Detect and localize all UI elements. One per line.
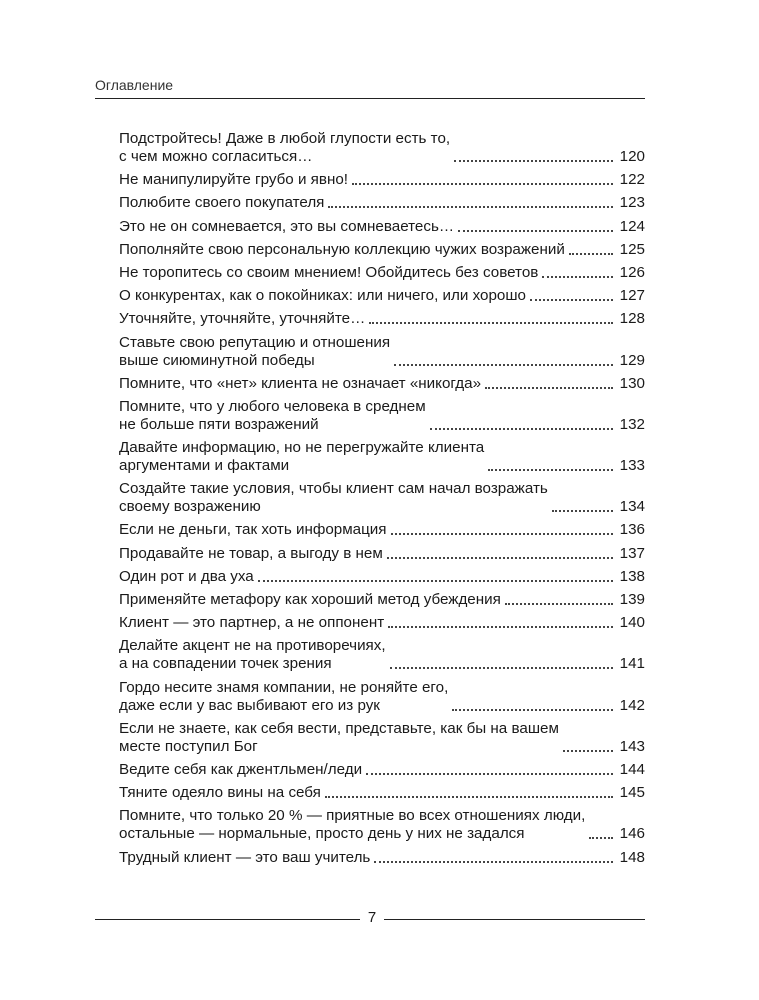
toc-entry-title-line: Это не он сомневается, это вы сомневаетесь…: [119, 217, 455, 235]
toc-entry-title: [119, 521, 387, 539]
toc-entry[interactable]: [119, 171, 645, 189]
toc-entry-title: [119, 287, 526, 305]
toc-entry-title: [119, 784, 321, 802]
toc-entry-title-line: аргументами и фактами: [119, 457, 290, 475]
toc-entry[interactable]: [119, 679, 645, 715]
toc-entry[interactable]: [119, 761, 645, 779]
section-title: Оглавление: [95, 77, 174, 93]
dot-leader: [391, 533, 613, 535]
footer-rule-right: [384, 919, 645, 920]
toc-entry-page-number: 122: [619, 171, 645, 189]
toc-entry[interactable]: [119, 439, 645, 475]
toc-entry-title-line: Не торопитесь со своим мнением! Обойдитесь без советов: [119, 263, 539, 281]
toc-entry-title-line: Создайте такие условия, чтобы клиент сам начал возражать: [119, 480, 548, 498]
dot-leader: [458, 230, 613, 232]
toc-entry-title: [119, 720, 559, 756]
toc-entry-page-number: 137: [619, 544, 645, 562]
dot-leader: [258, 580, 613, 582]
table-of-contents: [119, 130, 645, 872]
toc-entry[interactable]: [119, 637, 645, 673]
toc-entry-title: [119, 194, 324, 212]
dot-leader: [430, 428, 613, 430]
toc-entry-title: [119, 637, 386, 673]
toc-entry-title: [119, 545, 383, 563]
toc-entry-title-line: Тяните одеяло вины на себя: [119, 784, 321, 802]
toc-entry[interactable]: [119, 849, 645, 867]
toc-entry-title-line: Давайте информацию, но не перегружайте клиента: [119, 439, 485, 457]
toc-entry-title: [119, 171, 348, 189]
toc-entry-page-number: 123: [619, 194, 645, 212]
toc-entry-title-line: месте поступил Бог: [119, 737, 258, 755]
toc-entry-title: [119, 241, 565, 259]
toc-entry[interactable]: [119, 591, 645, 609]
toc-entry[interactable]: [119, 784, 645, 802]
toc-entry-title-line: Продавайте не товар, а выгоду в нем: [119, 544, 383, 562]
footer-rule-left: [95, 919, 360, 920]
toc-entry-title-line: Ставьте свою репутацию и отношения: [119, 333, 391, 351]
toc-entry-page-number: 124: [619, 217, 645, 235]
dot-leader: [530, 299, 613, 301]
dot-leader: [505, 603, 613, 605]
toc-entry-title-line: а на совпадении точек зрения: [119, 655, 332, 673]
dot-leader: [488, 469, 613, 471]
toc-entry-page-number: 136: [619, 521, 645, 539]
toc-entry-page-number: 146: [619, 825, 645, 843]
dot-leader: [394, 364, 613, 366]
page-number: 7: [367, 909, 377, 926]
toc-entry-page-number: 139: [619, 591, 645, 608]
toc-entry-title: [119, 218, 454, 236]
toc-entry-title-line: Трудный клиент — это ваш учитель: [119, 848, 371, 866]
toc-entry[interactable]: [119, 720, 645, 756]
toc-entry-page-number: 143: [619, 737, 645, 755]
dot-leader: [387, 557, 613, 559]
dot-leader: [542, 276, 613, 278]
toc-entry-title-line: даже если у вас выбивают его из рук: [119, 696, 380, 714]
toc-entry-title-line: выше сиюминутной победы: [119, 351, 315, 369]
dot-leader: [589, 837, 613, 839]
toc-entry-page-number: 142: [619, 696, 645, 714]
toc-entry-title: [119, 591, 501, 609]
running-header: [95, 77, 645, 99]
toc-entry-title-line: не больше пяти возражений: [119, 415, 319, 433]
toc-entry-title: [119, 614, 384, 632]
toc-entry[interactable]: [119, 241, 645, 259]
toc-entry-title: [119, 264, 538, 282]
toc-entry-title-line: Помните, что только 20 % — приятные во всех отношениях люди,: [119, 807, 586, 825]
dot-leader: [390, 667, 613, 669]
toc-entry-title-line: Полюбите своего покупателя: [119, 194, 325, 212]
toc-entry-page-number: 145: [619, 784, 645, 802]
toc-entry-page-number: 120: [619, 148, 645, 165]
toc-entry-page-number: 128: [619, 310, 645, 328]
toc-entry-title-line: Пополняйте свою персональную коллекцию чужих возражений: [119, 240, 565, 258]
toc-entry-title-line: Гордо несите знамя компании, не роняйте его,: [119, 678, 449, 696]
toc-entry-page-number: 132: [619, 415, 645, 433]
toc-entry-title-line: Ведите себя как джентльмен/леди: [119, 760, 363, 778]
toc-entry[interactable]: [119, 287, 645, 305]
toc-entry-title: [119, 761, 362, 779]
toc-entry-title: [119, 679, 448, 715]
toc-entry-title-line: своему возражению: [119, 498, 261, 516]
toc-entry-page-number: 144: [619, 760, 645, 778]
dot-leader: [452, 709, 613, 711]
toc-entry-title-line: Клиент — это партнер, а не оппонент: [119, 614, 385, 632]
dot-leader: [325, 796, 613, 798]
dot-leader: [366, 773, 613, 775]
toc-entry-title-line: Делайте акцент не на противоречиях,: [119, 637, 386, 655]
toc-entry-title-line: Если не знаете, как себя вести, представьте, как бы на вашем: [119, 719, 559, 737]
toc-entry-page-number: 140: [619, 614, 645, 632]
toc-entry[interactable]: [119, 264, 645, 282]
toc-entry-page-number: 133: [619, 457, 645, 475]
toc-entry[interactable]: [119, 568, 645, 586]
toc-entry-page-number: 127: [619, 287, 645, 305]
toc-entry-title-line: Не манипулируйте грубо и явно!: [119, 171, 349, 189]
toc-entry-title-line: Помните, что у любого человека в среднем: [119, 397, 426, 415]
toc-entry[interactable]: [119, 218, 645, 236]
dot-leader: [563, 750, 613, 752]
dot-leader: [328, 206, 613, 208]
toc-entry-page-number: 130: [619, 374, 645, 392]
toc-entry-title: [119, 375, 481, 393]
dot-leader: [352, 183, 613, 185]
toc-entry[interactable]: [119, 807, 645, 843]
toc-entry-title-line: Уточняйте, уточняйте, уточняйте…: [119, 310, 366, 328]
toc-entry-title-line: Один рот и два уха: [119, 567, 254, 585]
toc-entry-title-line: Помните, что «нет» клиента не означает «никогда»: [119, 374, 482, 392]
dot-leader: [388, 626, 613, 628]
toc-entry[interactable]: [119, 480, 645, 516]
toc-entry-page-number: 134: [619, 498, 645, 516]
toc-entry-title: [119, 439, 484, 475]
toc-entry-title: [119, 849, 370, 867]
toc-entry-page-number: 129: [619, 351, 645, 369]
toc-entry-page-number: 148: [619, 848, 645, 866]
dot-leader: [369, 322, 613, 324]
toc-entry-page-number: 141: [619, 655, 645, 673]
toc-entry-title-line: Если не деньги, так хоть информация: [119, 521, 387, 539]
toc-entry[interactable]: [119, 194, 645, 212]
toc-entry-title-line: с чем можно согласиться…: [119, 148, 313, 165]
dot-leader: [485, 387, 613, 389]
toc-entry[interactable]: [119, 375, 645, 393]
toc-entry-title: [119, 807, 585, 843]
toc-entry-title: [119, 130, 450, 166]
toc-entry[interactable]: [119, 310, 645, 328]
toc-entry[interactable]: [119, 334, 645, 370]
toc-entry-title: [119, 398, 426, 434]
toc-entry-page-number: 126: [619, 263, 645, 281]
toc-entry-title: [119, 480, 548, 516]
toc-entry-title: [119, 334, 390, 370]
toc-entry-title-line: Подстройтесь! Даже в любой глупости есть то,: [119, 130, 451, 147]
toc-entry-title-line: Применяйте метафору как хороший метод убеждения: [119, 591, 501, 608]
dot-leader: [552, 510, 613, 512]
toc-entry[interactable]: [119, 398, 645, 434]
toc-entry[interactable]: [119, 614, 645, 632]
dot-leader: [454, 160, 613, 162]
dot-leader: [569, 253, 613, 255]
toc-entry-title: [119, 568, 254, 586]
toc-entry-page-number: 138: [619, 567, 645, 585]
toc-entry[interactable]: [119, 521, 645, 539]
toc-entry-title: [119, 310, 365, 328]
toc-entry-title-line: О конкурентах, как о покойниках: или ничего, или хорошо: [119, 287, 526, 305]
dot-leader: [374, 861, 613, 863]
toc-entry[interactable]: [119, 130, 645, 166]
toc-entry-title-line: остальные — нормальные, просто день у них не задался: [119, 825, 525, 843]
toc-entry[interactable]: [119, 545, 645, 563]
toc-entry-page-number: 125: [619, 240, 645, 258]
